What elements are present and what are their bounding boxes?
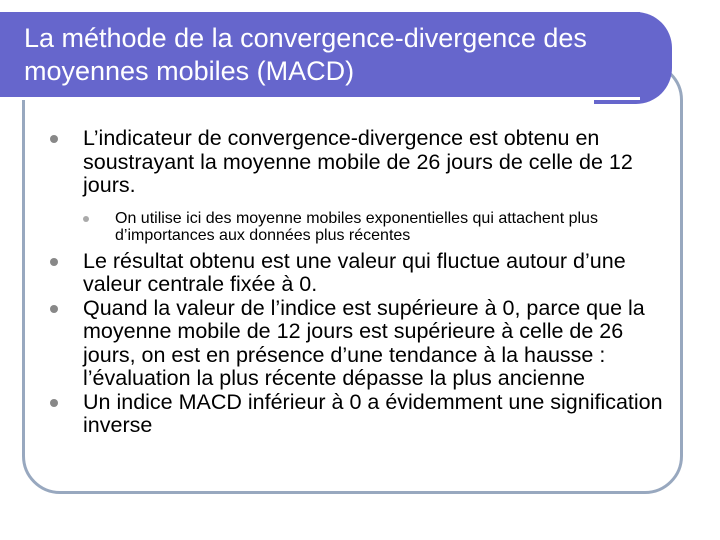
slide-body bbox=[50, 127, 680, 438]
bullet-icon bbox=[50, 258, 58, 266]
bullet-text: Un indice MACD inférieur à 0 a évidemment une signification inverse bbox=[83, 389, 663, 437]
title-underline bbox=[0, 97, 640, 100]
sub-list bbox=[83, 210, 680, 244]
sub-bullet-text: On utilise ici des moyenne mobiles exponentielles qui attachent plus d’importances aux données plus récentes bbox=[115, 209, 598, 244]
bullet-text: Le résultat obtenu est une valeur qui fluctue autour d’une valeur centrale fixée à 0. bbox=[83, 248, 626, 296]
bullet-text: Quand la valeur de l’indice est supérieure à 0, parce que la moyenne mobile de 12 jours est supérieure à celle de 26 jours, on est en présence d’une tendance à la hausse : l’évaluation la plus récente dépasse la plus ancienne bbox=[83, 295, 645, 390]
bullet-text: L’indicateur de convergence-divergence est obtenu en soustrayant la moyenne mobile de 26 jours de celle de 12 jours. bbox=[83, 126, 633, 197]
list-item bbox=[50, 297, 680, 391]
list-item bbox=[50, 391, 680, 438]
bullet-icon bbox=[50, 399, 58, 407]
sub-bullet-icon bbox=[83, 216, 89, 222]
bullet-icon bbox=[50, 305, 58, 313]
slide-title: La méthode de la convergence-divergence des moyennes mobiles (MACD) bbox=[24, 23, 587, 86]
list-item bbox=[50, 250, 680, 297]
list-item bbox=[50, 127, 680, 244]
sub-list-item bbox=[83, 210, 680, 244]
bullet-icon bbox=[50, 135, 58, 143]
bullet-list bbox=[50, 127, 680, 438]
